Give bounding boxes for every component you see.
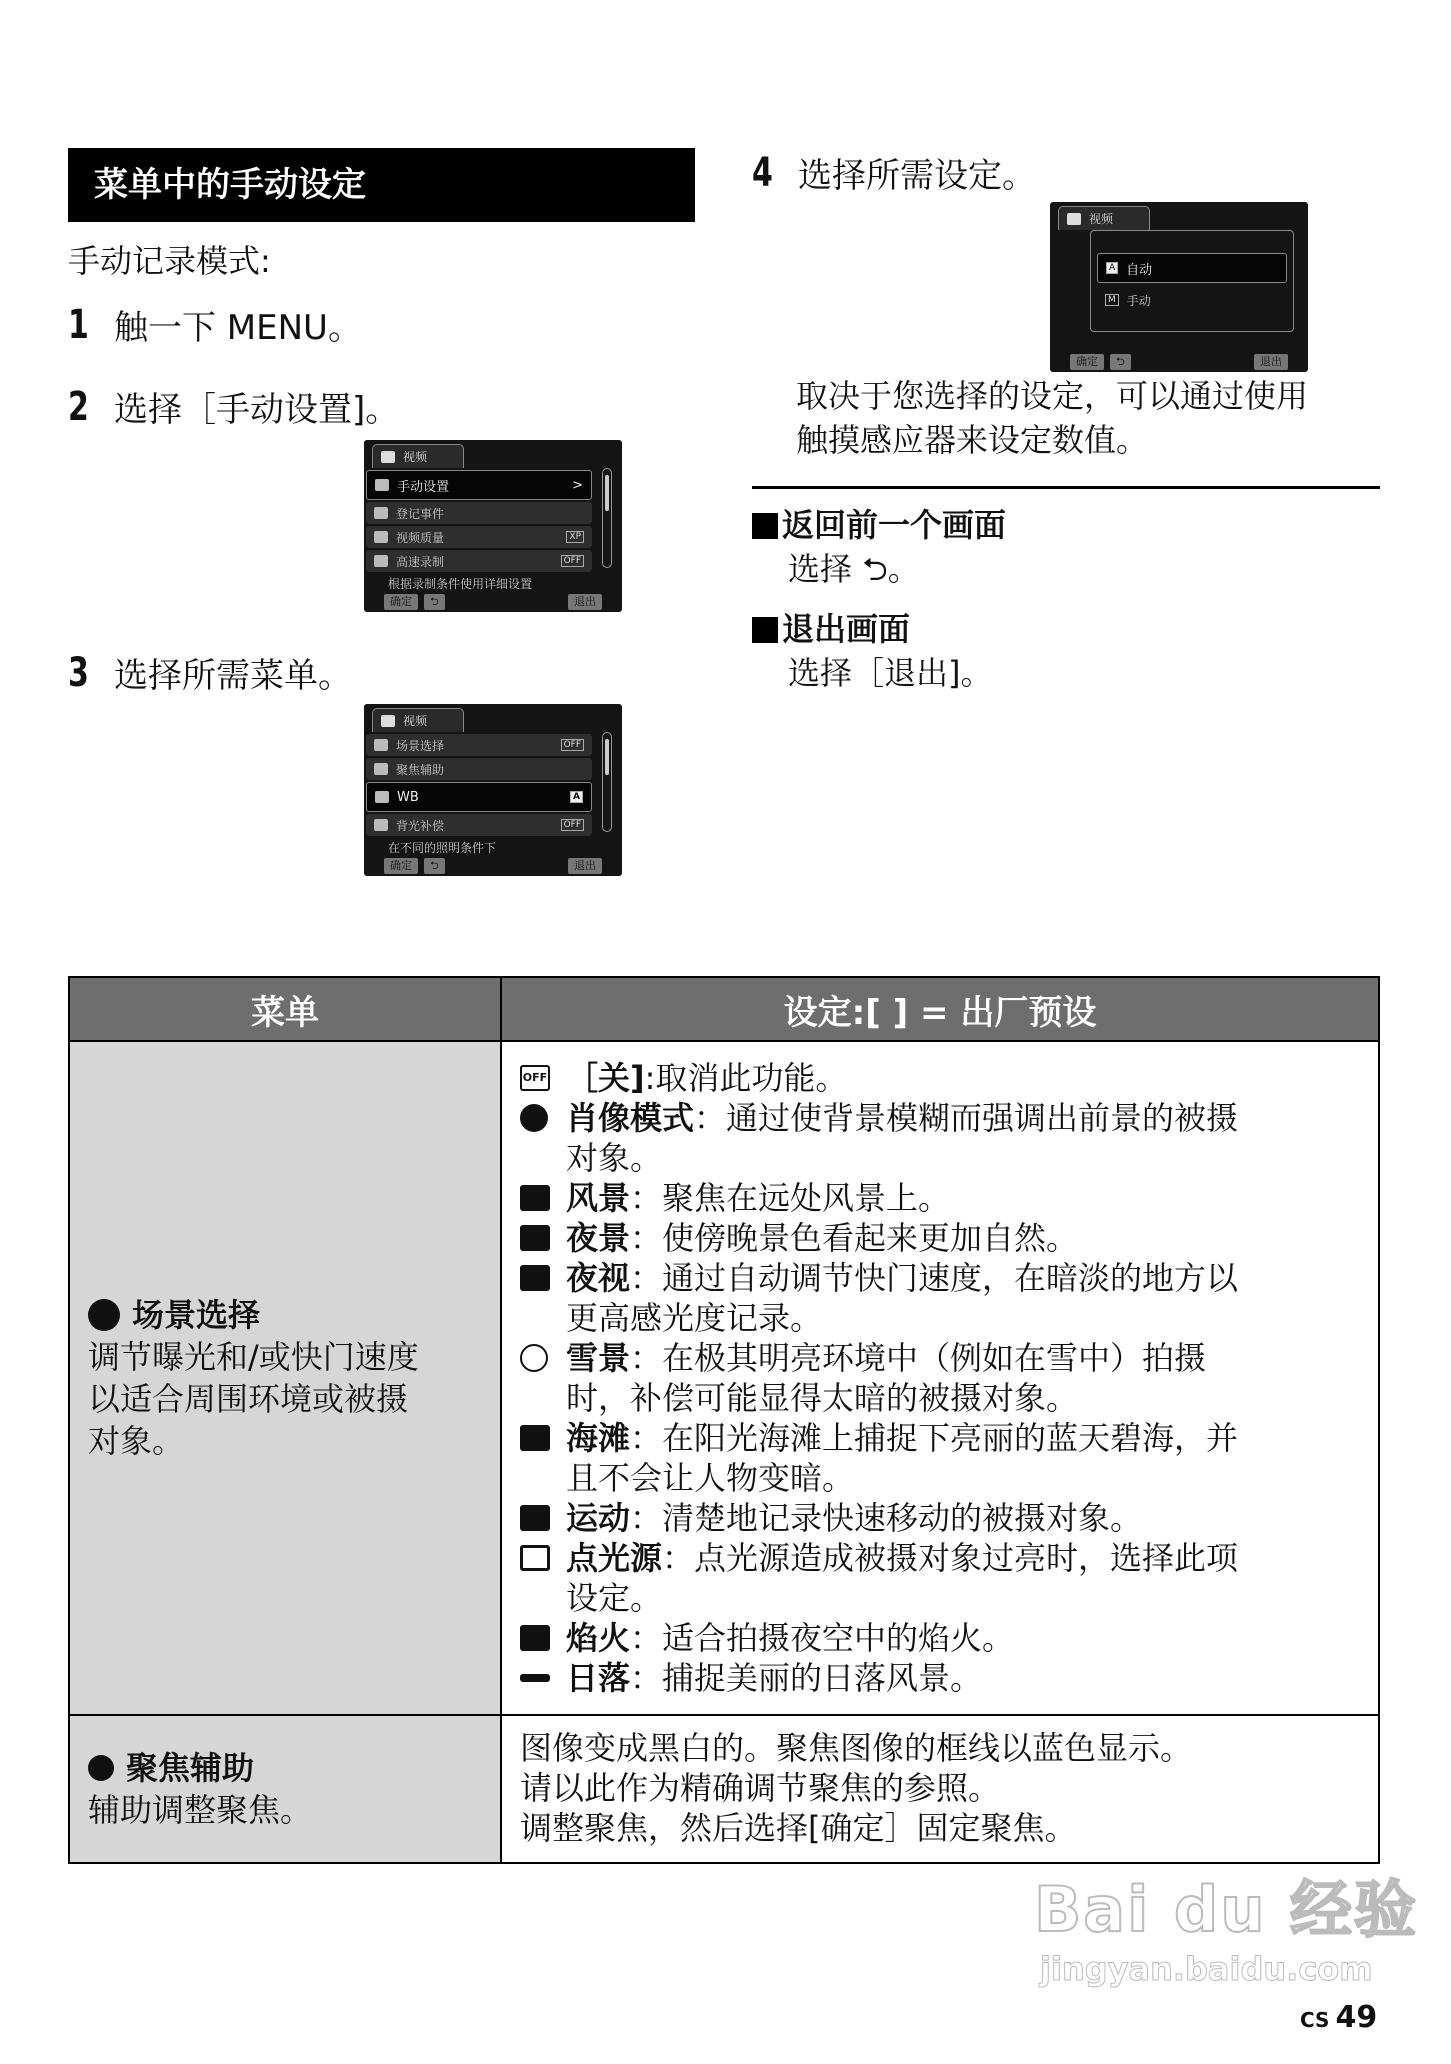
baidu-watermark-logo: Bai du 经验 (1034, 1873, 1419, 1946)
step-text: 选择［手动设置]。 (114, 390, 400, 430)
event-icon (374, 507, 388, 519)
focus-assist-icon (88, 1755, 114, 1781)
camera-screen-auto-manual (1050, 202, 1308, 372)
backlight-icon (374, 819, 388, 831)
camera-icon (381, 451, 395, 463)
step-2 (68, 382, 399, 431)
divider (752, 486, 1380, 489)
night-alert-icon (520, 1265, 550, 1291)
option-manual[interactable]: M 手动 (1097, 289, 1287, 311)
menu-title: 聚焦辅助 (88, 1747, 500, 1789)
menu-item-video-quality[interactable]: 视频质量 XP (366, 526, 592, 548)
return-prev-text: 选择 ⮌。 (788, 550, 920, 588)
option-portrait: 肖像模式：通过使背景模糊而强调出前景的被摄 对象。 (520, 1098, 1360, 1178)
option-sports: 运动：清楚地记录快速移动的被摄对象。 (520, 1498, 1360, 1538)
table-row-focus-assist (70, 1716, 1378, 1862)
step-4-description: 取决于您选择的设定，可以通过使用 触摸感应器来设定数值。 (796, 377, 1309, 459)
header-menu: 菜单 (70, 978, 502, 1040)
camera-icon (381, 715, 395, 727)
menu-item-wb[interactable]: WB A (366, 782, 592, 812)
beach-icon (520, 1425, 550, 1451)
option-off: OFF ［关]:取消此功能。 (520, 1058, 1360, 1098)
ok-button[interactable]: 确定 (1070, 354, 1104, 370)
step-3 (68, 648, 352, 697)
back-button[interactable]: ⮌ (424, 858, 445, 874)
page-number: CS 49 (1300, 2000, 1378, 2035)
menu-item-backlight[interactable]: 背光补偿 OFF (366, 814, 592, 836)
table-row-scene-select (70, 1042, 1378, 1716)
sunset-icon (520, 1674, 550, 1682)
menu-item-high-speed[interactable]: 高速录制 OFF (366, 550, 592, 572)
camera-screen-select-menu (364, 704, 622, 876)
spotlight-icon (520, 1545, 550, 1571)
tab-video[interactable]: 视频 (1058, 206, 1150, 230)
exit-button[interactable]: 退出 (1254, 354, 1288, 370)
night-scene-icon (520, 1225, 550, 1251)
fireworks-icon (520, 1625, 550, 1651)
square-bullet-icon (752, 617, 778, 643)
screen-button-bar (364, 856, 622, 876)
step-text: 触一下 MENU。 (114, 308, 362, 348)
step-number: 2 (68, 383, 89, 430)
option-beach: 海滩：在阳光海滩上捕捉下亮丽的蓝天碧海，并 且不会让人物变暗。 (520, 1418, 1360, 1498)
menu-list (366, 732, 592, 838)
off-icon: OFF (520, 1065, 550, 1091)
scene-select-icon (88, 1299, 120, 1331)
tab-video[interactable]: 视频 (372, 708, 464, 732)
landscape-icon (520, 1185, 550, 1211)
option-night-scene: 夜景：使傍晚景色看起来更加自然。 (520, 1218, 1360, 1258)
screen-description: 根据录制条件使用详细设置 (388, 577, 533, 591)
option-auto[interactable]: A 自动 (1097, 253, 1287, 283)
option-sunset: 日落：捕捉美丽的日落风景。 (520, 1658, 1360, 1698)
step-1 (68, 300, 362, 349)
wb-icon (375, 791, 389, 803)
option-spotlight: 点光源：点光源造成被摄对象过亮时，选择此项 设定。 (520, 1538, 1360, 1618)
step-number: 4 (752, 149, 773, 196)
menu-item-focus-assist[interactable]: 聚焦辅助 (366, 758, 592, 780)
step-text: 选择所需设定。 (798, 156, 1036, 196)
square-bullet-icon (752, 513, 778, 539)
baidu-watermark-url: jingyan.baidu.com (1040, 1950, 1373, 1988)
intro-text: 手动记录模式: (68, 242, 271, 280)
ok-button[interactable]: 确定 (384, 594, 418, 610)
snow-icon (520, 1344, 548, 1372)
scene-icon (374, 739, 388, 751)
settings-cell (502, 1042, 1378, 1714)
exit-button[interactable]: 退出 (568, 858, 602, 874)
exit-screen-text: 选择［退出]。 (788, 654, 993, 692)
screen-description: 在不同的照明条件下 (388, 841, 497, 855)
header-settings: 设定:[ ] = 出厂预设 (783, 992, 1097, 1033)
manual-icon (375, 479, 389, 491)
camera-screen-manual-setting (364, 440, 622, 612)
tab-video[interactable]: 视频 (372, 444, 464, 468)
menu-list (366, 468, 592, 574)
ok-button[interactable]: 确定 (384, 858, 418, 874)
sports-icon (520, 1505, 550, 1531)
step-number: 3 (68, 649, 89, 696)
menu-title: 场景选择 (88, 1294, 500, 1336)
settings-cell: 图像变成黑白的。聚焦图像的框线以蓝色显示。 请以此作为精确调节聚焦的参照。 调整聚焦，然后选择[确定］固定聚焦。 (520, 1729, 1193, 1847)
step-text: 选择所需菜单。 (114, 656, 352, 696)
option-snow: 雪景：在极其明亮环境中（例如在雪中）拍摄 时，补偿可能显得太暗的被摄对象。 (520, 1338, 1360, 1418)
step-4 (752, 148, 1036, 197)
back-button[interactable]: ⮌ (1110, 354, 1131, 370)
scrollbar[interactable] (602, 468, 612, 568)
camera-icon (1067, 213, 1081, 225)
high-speed-icon (374, 555, 388, 567)
quality-icon (374, 531, 388, 543)
exit-screen-heading: 退出画面 (752, 604, 910, 650)
scrollbar[interactable] (602, 732, 612, 832)
option-landscape: 风景：聚焦在远处风景上。 (520, 1178, 1360, 1218)
screen-button-bar (364, 592, 622, 612)
section-title: 菜单中的手动设定 (68, 148, 695, 222)
menu-item-scene-select[interactable]: 场景选择 OFF (366, 734, 592, 756)
focus-assist-icon (374, 763, 388, 775)
portrait-icon (520, 1104, 548, 1132)
menu-item-manual-setting[interactable]: 手动设置 > (366, 470, 592, 500)
menu-cell: 聚焦辅助 辅助调整聚焦。 (70, 1716, 502, 1862)
table-header (70, 978, 1378, 1042)
exit-button[interactable]: 退出 (568, 594, 602, 610)
settings-table (68, 976, 1380, 1864)
option-fireworks: 焰火：适合拍摄夜空中的焰火。 (520, 1618, 1360, 1658)
back-button[interactable]: ⮌ (424, 594, 445, 610)
step-number: 1 (68, 301, 89, 348)
return-prev-heading: 返回前一个画面 (752, 500, 1006, 546)
screen-button-bar (1050, 352, 1308, 372)
option-night-alert: 夜视：通过自动调节快门速度，在暗淡的地方以 更高感光度记录。 (520, 1258, 1360, 1338)
menu-item-register-event[interactable]: 登记事件 (366, 502, 592, 524)
option-panel (1090, 230, 1294, 332)
menu-cell: 场景选择 调节曝光和/或快门速度 以适合周围环境或被摄 对象。 (70, 1042, 502, 1714)
